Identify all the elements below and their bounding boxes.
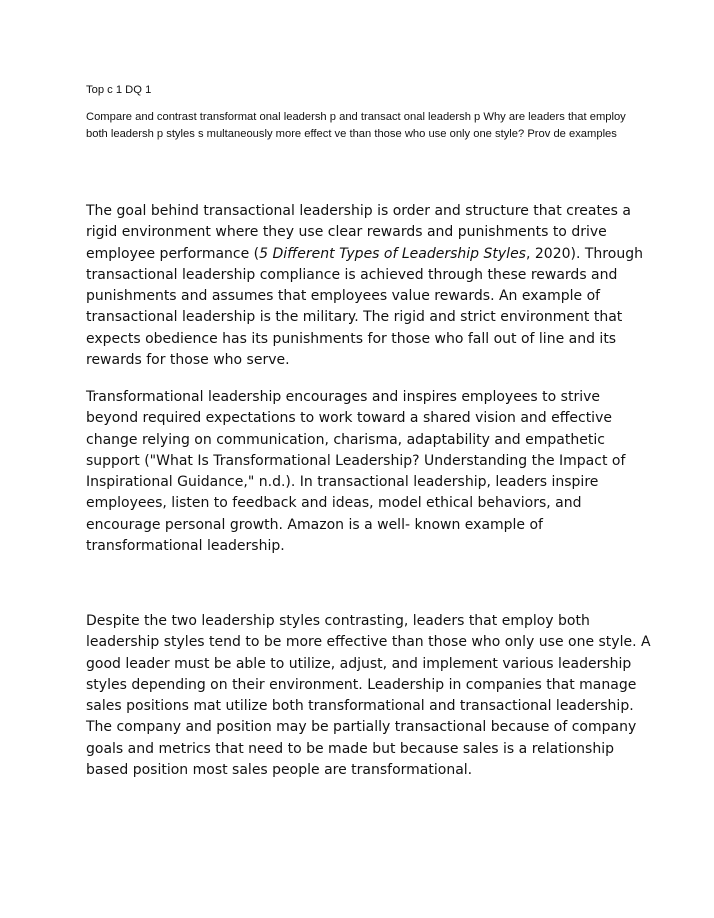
topic-label: Top c 1 DQ 1 xyxy=(86,84,152,96)
discussion-question: Compare and contrast transformat onal leadersh p and transact onal leadersh p Why are leaders that employ both leadersh p styles s multaneously more effect ve than those who use only one style? Prov de examples xyxy=(86,111,626,140)
citation-italic-title: 5 Different Types of Leadership Styles xyxy=(259,245,526,262)
assignment-header xyxy=(86,82,646,143)
paragraph-transactional-text-start: The goal behind transactional leadership is order and structure that creates a rigid environment where they use clear rewards and punishments to drive employee performance ( xyxy=(86,203,631,262)
paragraph-comparison: Despite the two leadership styles contrasting, leaders that employ both leadership styles tend to be more effective than those who only use one style. A good leader must be able to utilize, adjust, and implement various leadership styles depending on their environment. Leadership in companies that manage sales positions mat utilize both transformational and transactional leadership. The company and position may be partially transactional because of company goals and metrics that need to be made but because sales is a relationship based position most sales people are transformational. xyxy=(86,613,651,779)
paragraph-transformational: Transformational leadership encourages and inspires employees to strive beyond required expectations to work toward a shared vision and effective change relying on communication, charisma, adaptability and empathetic support ("What Is Transformational Leadership? Understanding the Impact of Inspirational Guidance," n.d.). In transactional leadership, leaders inspire employees, listen to feedback and ideas, model ethical behaviors, and encourage personal growth. Amazon is a well- known example of transformational leadership. xyxy=(86,389,626,555)
paragraph-transactional xyxy=(86,201,656,371)
paragraph-transactional-text-end: , 2020). Through transactional leadership compliance is achieved through these rewards and punishments and assumes that employees value rewards. An example of transactional leadership is the military. The rigid and strict environment that expects obedience has its punishments for those who fall out of line and its rewards for those who serve. xyxy=(86,245,643,369)
